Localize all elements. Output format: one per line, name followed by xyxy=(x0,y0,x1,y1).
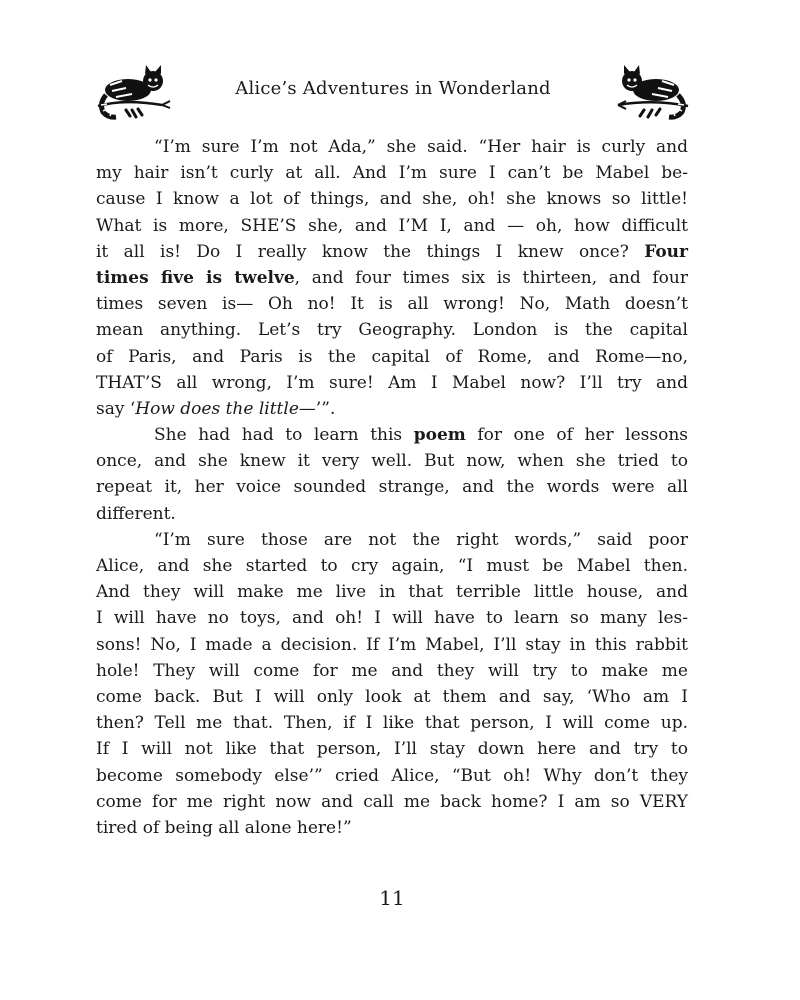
text-run: “I’m sure those are not the right words,” said poor xyxy=(154,529,688,550)
paragraph xyxy=(96,134,688,422)
text-line xyxy=(96,527,688,553)
text-run: “I’m sure I’m not Ada,” she said. “Her hair is curly and xyxy=(154,137,688,157)
text-line xyxy=(96,684,688,710)
paragraph xyxy=(96,527,688,841)
text-line xyxy=(96,553,688,579)
text-run: different. xyxy=(96,503,176,524)
text-run: And they will make me live in that terrible little house, and xyxy=(96,582,688,603)
text-run: come back. But I will only look at them and say, ‘Who am I xyxy=(96,686,688,707)
text-line xyxy=(96,501,688,527)
text-run: THAT’S all wrong, I’m sure! Am I Mabel now? I’ll try and xyxy=(96,372,688,393)
text-line xyxy=(96,658,688,684)
bold-text: Four xyxy=(644,241,688,262)
paragraph xyxy=(96,422,688,527)
text-line xyxy=(96,422,688,448)
bold-text: poem xyxy=(413,425,466,446)
text-run: sons! No, I made a decision. If I’m Mabel, I’ll stay in this rabbit xyxy=(96,634,688,655)
italic-text: How does the little— xyxy=(135,398,316,419)
text-run: times seven is— Oh no! It is all wrong! No, Math doesn’t xyxy=(96,294,688,315)
text-line xyxy=(96,344,688,370)
text-run: cause I know a lot of things, and she, oh! she knows so little! xyxy=(96,189,688,210)
text-run: once, and she knew it very well. But now, when she tried to xyxy=(96,451,688,472)
text-line xyxy=(96,213,688,239)
text-run: If I will not like that person, I’ll stay down here and try to xyxy=(96,739,688,760)
running-title: Alice’s Adventures in Wonderland xyxy=(235,78,551,99)
text-run: come for me right now and call me back home? I am so VERY xyxy=(96,791,688,812)
text-run: hole! They will come for me and they will try to make me xyxy=(96,660,688,681)
text-run: become somebody else’” cried Alice, “But oh! Why don’t they xyxy=(96,765,688,786)
page-number: 11 xyxy=(379,886,405,910)
text-line xyxy=(96,815,688,841)
text-line xyxy=(96,579,688,605)
text-run: then? Tell me that. Then, if I like that person, I will come up. xyxy=(96,713,688,734)
text-line xyxy=(96,736,688,762)
text-run: of Paris, and Paris is the capital of Rome, and Rome—no, xyxy=(96,346,688,367)
text-line xyxy=(96,370,688,396)
text-line xyxy=(96,291,688,317)
text-run: it all is! Do I really know the things I knew once? xyxy=(96,241,645,262)
text-run: repeat it, her voice sounded strange, and the words were all xyxy=(96,477,688,498)
bold-text: times five is twelve xyxy=(96,267,295,288)
text-line xyxy=(96,186,688,212)
text-run: What is more, SHE’S she, and I’M I, and — oh, how difficult xyxy=(96,215,688,236)
text-run: She had had to learn this xyxy=(154,425,414,446)
text-line xyxy=(96,763,688,789)
text-line xyxy=(96,160,688,186)
running-header xyxy=(96,60,690,122)
text-line xyxy=(96,632,688,658)
text-run: I will have no toys, and oh! I will have to learn so many les- xyxy=(96,608,688,629)
text-line xyxy=(96,239,688,265)
text-line xyxy=(96,134,688,160)
text-line xyxy=(96,474,688,500)
text-line xyxy=(96,317,688,343)
text-line xyxy=(96,710,688,736)
text-line xyxy=(96,448,688,474)
text-run: say ‘ xyxy=(96,398,136,419)
text-run: Alice, and she started to cry again, “I must be Mabel then. xyxy=(96,556,688,576)
text-run: my hair isn’t curly at all. And I’m sure I can’t be Mabel be- xyxy=(96,163,688,184)
text-line xyxy=(96,789,688,815)
text-line xyxy=(96,605,688,631)
cheshire-cat-icon xyxy=(614,60,690,122)
text-run: , and four times six is thirteen, and four xyxy=(294,267,688,288)
text-run: mean anything. Let’s try Geography. London is the capital xyxy=(96,320,688,341)
text-run: ’”. xyxy=(315,398,336,419)
text-run: tired of being all alone here!” xyxy=(96,817,352,838)
body-text xyxy=(96,134,688,841)
text-line xyxy=(96,396,688,422)
text-line xyxy=(96,265,688,291)
text-run: for one of her lessons xyxy=(465,425,688,446)
